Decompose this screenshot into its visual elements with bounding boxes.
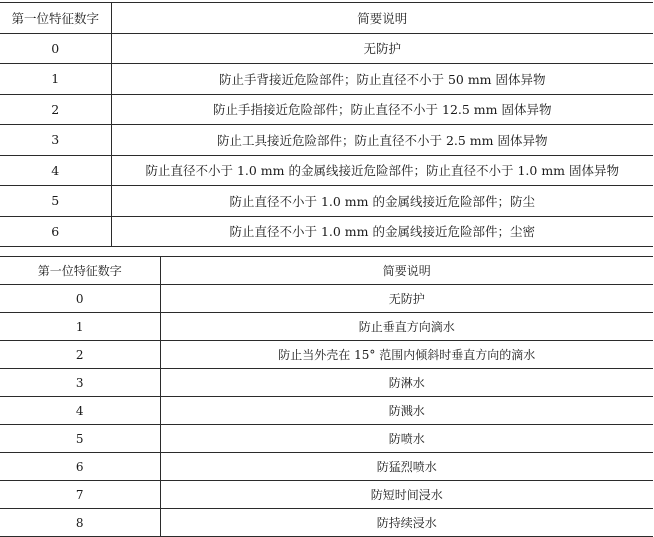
table-row <box>0 313 653 341</box>
table-row <box>0 285 653 313</box>
digit-cell: 2 <box>0 341 160 369</box>
table-header-row <box>0 3 653 34</box>
table-row <box>0 453 653 481</box>
table-row <box>0 94 653 125</box>
description-cell: 防止直径不小于 1.0 mm 的金属线接近危险部件；尘密 <box>111 216 653 247</box>
description-cell: 防淋水 <box>160 369 653 397</box>
digit-cell: 4 <box>0 155 111 186</box>
first-digit-protection-table <box>0 2 653 247</box>
table-row <box>0 216 653 247</box>
digit-cell: 8 <box>0 509 160 537</box>
column-header-description: 简要说明 <box>111 3 653 34</box>
description-cell: 防溅水 <box>160 397 653 425</box>
description-cell: 防喷水 <box>160 425 653 453</box>
table-row <box>0 186 653 217</box>
description-cell: 无防护 <box>111 33 653 64</box>
description-cell: 防止工具接近危险部件；防止直径不小于 2.5 mm 固体异物 <box>111 125 653 156</box>
table-row <box>0 509 653 537</box>
table-row <box>0 425 653 453</box>
description-cell: 防止当外壳在 15° 范围内倾斜时垂直方向的滴水 <box>160 341 653 369</box>
description-cell: 防持续浸水 <box>160 509 653 537</box>
digit-cell: 7 <box>0 481 160 509</box>
digit-cell: 2 <box>0 94 111 125</box>
description-cell: 防猛烈喷水 <box>160 453 653 481</box>
table-row <box>0 155 653 186</box>
digit-cell: 1 <box>0 64 111 95</box>
digit-cell: 0 <box>0 285 160 313</box>
digit-cell: 6 <box>0 453 160 481</box>
table-row <box>0 341 653 369</box>
digit-cell: 3 <box>0 125 111 156</box>
table-row <box>0 64 653 95</box>
digit-cell: 1 <box>0 313 160 341</box>
table-header-row <box>0 257 653 285</box>
column-header-digit: 第一位特征数字 <box>0 257 160 285</box>
description-cell: 防止手背接近危险部件；防止直径不小于 50 mm 固体异物 <box>111 64 653 95</box>
description-cell: 防止垂直方向滴水 <box>160 313 653 341</box>
digit-cell: 4 <box>0 397 160 425</box>
digit-cell: 5 <box>0 186 111 217</box>
table-row <box>0 369 653 397</box>
description-cell: 防止手指接近危险部件；防止直径不小于 12.5 mm 固体异物 <box>111 94 653 125</box>
description-cell: 防短时间浸水 <box>160 481 653 509</box>
digit-cell: 3 <box>0 369 160 397</box>
table-row <box>0 481 653 509</box>
description-cell: 防止直径不小于 1.0 mm 的金属线接近危险部件；防尘 <box>111 186 653 217</box>
column-header-description: 简要说明 <box>160 257 653 285</box>
table-row <box>0 125 653 156</box>
second-digit-protection-table <box>0 256 653 537</box>
digit-cell: 0 <box>0 33 111 64</box>
digit-cell: 6 <box>0 216 111 247</box>
table-row <box>0 397 653 425</box>
column-header-digit: 第一位特征数字 <box>0 3 111 34</box>
digit-cell: 5 <box>0 425 160 453</box>
table-row <box>0 33 653 64</box>
description-cell: 防止直径不小于 1.0 mm 的金属线接近危险部件；防止直径不小于 1.0 mm 固体异物 <box>111 155 653 186</box>
description-cell: 无防护 <box>160 285 653 313</box>
